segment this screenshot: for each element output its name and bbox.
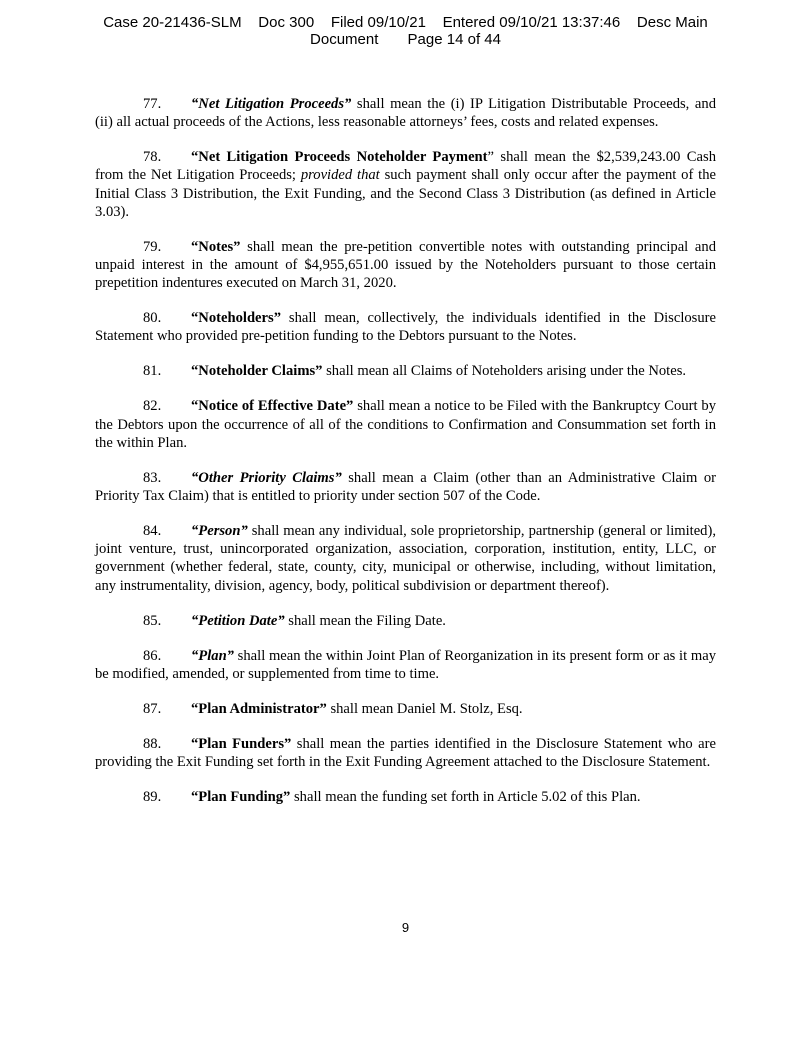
defined-term: “Plan Administrator” [191, 700, 327, 717]
paragraph-number: 80. [143, 310, 162, 327]
paragraph-number: 87. [143, 700, 162, 717]
header-line-1: Case 20-21436-SLM Doc 300 Filed 09/10/21 Entered 09/10/21 13:37:46 Desc Main [103, 14, 708, 31]
definition-paragraph [95, 148, 716, 221]
definition-italic-text: provided that [300, 167, 380, 184]
definition-text: shall mean the funding set forth in Article 5.02 of this Plan. [290, 789, 641, 806]
definition-paragraph [95, 735, 716, 771]
definition-paragraph [95, 522, 716, 595]
defined-term: “Noteholder Claims” [191, 363, 323, 380]
definition-text: shall mean the parties identified in the Disclosure Statement who are providing the Exit Funding set forth in the Exit Funding Agreement attached to the Disclosure Statement. [95, 735, 716, 771]
defined-term: “Notes” [191, 238, 241, 255]
definition-paragraph [95, 788, 716, 806]
definition-paragraph [95, 647, 716, 683]
definition-paragraph [95, 397, 716, 452]
definition-text-continued: such payment shall only occur after the payment of the Initial Class 3 Distribution, the Exit Funding, and the Second Class 3 Distribution (as defined in Article 3.03). [95, 167, 717, 220]
definition-paragraph [95, 700, 716, 718]
paragraph-number: 82. [143, 398, 162, 415]
paragraph-number: 81. [143, 363, 162, 380]
paragraph-number: 89. [143, 789, 162, 806]
definition-text: shall mean all Claims of Noteholders arising under the Notes. [322, 363, 687, 380]
header-line-2: Document Page 14 of 44 [310, 31, 501, 48]
definition-paragraph [95, 309, 716, 345]
paragraph-number: 86. [143, 647, 162, 664]
paragraph-number: 83. [143, 469, 162, 486]
definition-text: shall mean a notice to be Filed with the Bankruptcy Court by the Debtors upon the occurrence of all of the conditions to Confirmation and Consummation set forth in the within Plan. [95, 398, 717, 451]
defined-term: “Other Priority Claims” [191, 469, 342, 486]
defined-term: “Plan Funding” [191, 789, 291, 806]
defined-term: “Notice of Effective Date” [191, 398, 354, 415]
paragraph-number: 88. [143, 735, 162, 752]
paragraph-number: 85. [143, 612, 162, 629]
defined-term: “Net Litigation Proceeds Noteholder Payment [191, 149, 488, 166]
document-body [95, 95, 716, 823]
paragraph-number: 77. [143, 96, 162, 112]
defined-term: “Noteholders” [191, 310, 281, 327]
defined-term: “Plan Funders” [191, 735, 292, 752]
defined-term: “Plan” [191, 647, 234, 664]
definition-paragraph [95, 612, 716, 630]
definition-text: shall mean the pre-petition convertible notes with outstanding principal and unpaid interest in the amount of $4,955,651.00 issued by the Noteholders pursuant to those certain prepetition indentures executed on March 31, 2020. [95, 238, 716, 292]
definition-text: shall mean Daniel M. Stolz, Esq. [326, 700, 523, 717]
definition-text: shall mean, collectively, the individuals identified in the Disclosure Statement who provided pre-petition funding to the Debtors pursuant to the Notes. [95, 310, 716, 345]
definition-paragraph [95, 469, 716, 505]
definition-text: shall mean any individual, sole proprietorship, partnership (general or limited), joint venture, trust, unincorporated organization, association, corporation, institution, entity, LLC, or government (whether federal, state, county, city, municipal or otherwise, including, without limitation, any instrumentality, division, agency, body, political subdivision or department thereof). [95, 523, 716, 594]
definition-text: shall mean a Claim (other than an Administrative Claim or Priority Tax Claim) that is entitled to priority under section 507 of the Code. [95, 469, 716, 505]
paragraph-number: 84. [143, 523, 162, 540]
paragraph-number: 79. [143, 238, 162, 255]
defined-term: “Net Litigation Proceeds” [191, 96, 352, 112]
defined-term: “Petition Date” [191, 612, 285, 629]
definition-paragraph [95, 95, 716, 131]
definition-paragraph [95, 238, 716, 293]
definition-text: shall mean the within Joint Plan of Reorganization in its present form or as it may be modified, amended, or supplemented from time to time. [95, 647, 716, 682]
definition-text: ” shall mean the $2,539,243.00 Cash from the Net Litigation Proceeds; [95, 149, 716, 184]
court-filing-header [0, 14, 811, 48]
definition-paragraph [95, 362, 716, 380]
definition-text: shall mean the Filing Date. [284, 612, 446, 629]
definition-text: shall mean the (i) IP Litigation Distributable Proceeds, and (ii) all actual proceeds of the Actions, less reasonable attorneys’ fees, costs and related expenses. [95, 96, 716, 131]
defined-term: “Person” [191, 523, 248, 540]
page-number: 9 [401, 920, 410, 935]
paragraph-number: 78. [143, 149, 162, 166]
